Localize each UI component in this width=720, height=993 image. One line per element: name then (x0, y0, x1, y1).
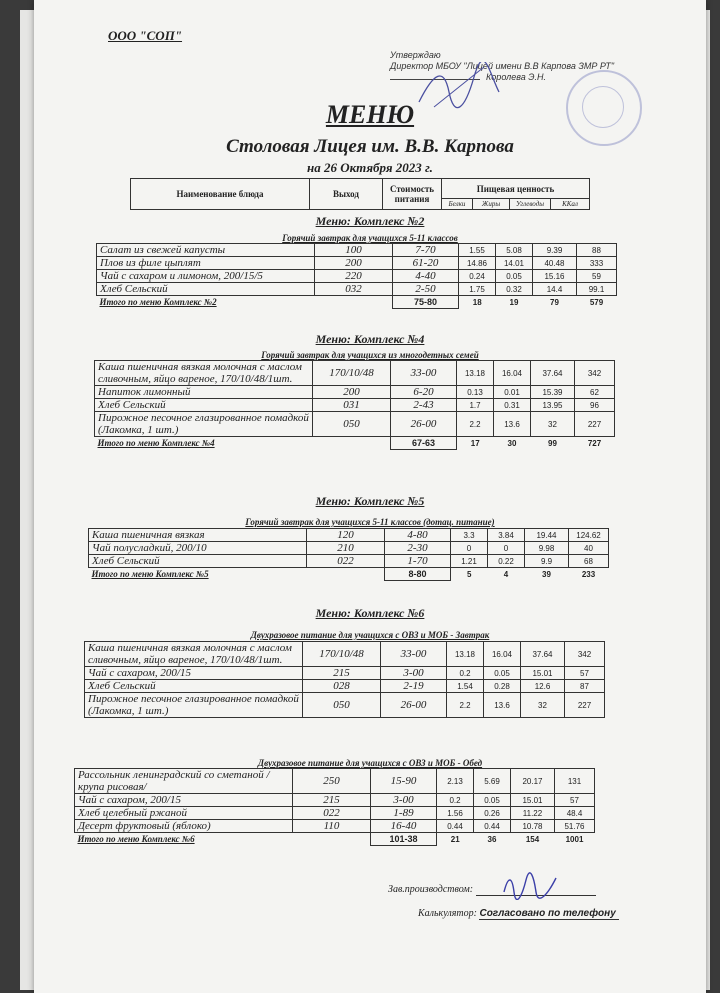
dish-carbs: 19.44 (525, 529, 569, 542)
dish-protein: 2.2 (447, 693, 484, 718)
dish-fat: 0 (488, 542, 525, 555)
dish-output: 022 (293, 807, 371, 820)
dish-price: 2-30 (385, 542, 451, 555)
dish-carbs: 14.4 (533, 283, 577, 296)
dish-fat: 16.04 (494, 361, 531, 386)
dish-price: 2-19 (381, 680, 447, 693)
dish-kcal: 99.1 (577, 283, 617, 296)
dish-price: 6-20 (391, 386, 457, 399)
dish-price: 1-89 (371, 807, 437, 820)
total-label: Итого по меню Комплекс №2 (99, 297, 217, 308)
dish-name: Хлеб целебный ржаной (75, 807, 293, 820)
dish-name: Хлеб Сельский (85, 680, 303, 693)
total-price: 8-80 (385, 568, 451, 581)
total-label: Итого по меню Комплекс №4 (97, 438, 215, 449)
total-row (95, 437, 615, 450)
dish-output: 100 (315, 244, 393, 257)
dish-name: Хлеб Сельский (95, 399, 313, 412)
dish-fat: 16.04 (484, 642, 521, 667)
complex-5-subtitle: Горячий завтрак для учащихся 5-11 классов (дотац. питание) (245, 517, 495, 527)
menu-row (75, 769, 595, 794)
menu-row (85, 693, 605, 718)
dish-kcal: 227 (565, 693, 605, 718)
dish-carbs: 12.6 (521, 680, 565, 693)
dish-output: 250 (293, 769, 371, 794)
dish-price: 2-50 (393, 283, 459, 296)
dish-protein: 1.7 (457, 399, 494, 412)
dish-kcal: 342 (565, 642, 605, 667)
dish-fat: 0.05 (496, 270, 533, 283)
total-fat: 19 (509, 297, 519, 307)
total-fat: 36 (487, 834, 497, 844)
complex-6-title: Меню: Комплекс №6 (315, 606, 425, 620)
menu-row (95, 361, 615, 386)
dish-price: 3-00 (371, 794, 437, 807)
dish-name: Хлеб Сельский (97, 283, 315, 296)
total-kcal: 579 (589, 297, 604, 307)
dish-fat: 13.6 (494, 412, 531, 437)
dish-protein: 13.18 (447, 642, 484, 667)
dish-carbs: 40.48 (533, 257, 577, 270)
total-row (89, 568, 609, 581)
dish-carbs: 9.39 (533, 244, 577, 257)
complex-2-title: Меню: Комплекс №2 (315, 214, 425, 228)
dish-output: 050 (303, 693, 381, 718)
dish-output: 215 (293, 794, 371, 807)
dish-kcal: 124.62 (569, 529, 609, 542)
dish-protein: 13.18 (457, 361, 494, 386)
total-protein: 17 (470, 438, 480, 448)
menu-document (34, 0, 706, 993)
director-name: Королева Э.Н. (486, 72, 546, 82)
header-price: Стоимость питания (383, 179, 442, 210)
complex-2-table (96, 243, 617, 309)
dish-carbs: 20.17 (511, 769, 555, 794)
total-kcal: 233 (581, 569, 596, 579)
total-price: 75-80 (393, 296, 459, 309)
dish-price: 4-80 (385, 529, 451, 542)
menu-row (97, 257, 617, 270)
dish-protein: 0.2 (447, 667, 484, 680)
menu-row (89, 529, 609, 542)
dish-output: 022 (307, 555, 385, 568)
dish-price: 15-90 (371, 769, 437, 794)
total-kcal: 727 (587, 438, 602, 448)
menu-date: на 26 Октября 2023 г. (307, 160, 433, 175)
total-label: Итого по меню Комплекс №6 (77, 834, 195, 845)
header-fat: Жиры (473, 199, 510, 210)
complex-4-table (94, 360, 615, 450)
total-protein: 5 (467, 569, 472, 579)
dish-output: 032 (315, 283, 393, 296)
total-kcal: 1001 (565, 834, 584, 844)
dish-fat: 0.26 (474, 807, 511, 820)
dish-price: 2-43 (391, 399, 457, 412)
dish-kcal: 96 (575, 399, 615, 412)
dish-kcal: 59 (577, 270, 617, 283)
menu-row (85, 642, 605, 667)
dish-name: Пирожное песочное глазированное помадкой (Лакомка, 1 шт.) (85, 693, 303, 718)
dish-price: 33-00 (381, 642, 447, 667)
dish-protein: 1.21 (451, 555, 488, 568)
dish-carbs: 32 (531, 412, 575, 437)
menu-row (85, 667, 605, 680)
production-manager-label: Зав.производством: (388, 884, 474, 895)
complex-6-lunch-subtitle: Двухразовое питание для учащихся с ОВЗ и МОБ - Обед (257, 758, 483, 768)
page-subtitle: Столовая Лицея им. В.В. Карпова (226, 136, 514, 157)
dish-name: Каша пшеничная вязкая молочная с маслом сливочным, яйцо вареное, 170/10/48/1шт. (95, 361, 313, 386)
complex-6-breakfast-table (84, 641, 605, 718)
menu-row (97, 270, 617, 283)
dish-name: Пирожное песочное глазированное помадкой (Лакомка, 1 шт.) (95, 412, 313, 437)
dish-output: 028 (303, 680, 381, 693)
header-nutrition: Пищевая ценность (442, 179, 590, 199)
dish-price: 1-70 (385, 555, 451, 568)
complex-6-breakfast-subtitle: Двухразовое питание для учащихся с ОВЗ и МОБ - Завтрак (250, 630, 490, 640)
dish-carbs: 32 (521, 693, 565, 718)
dish-fat: 0.31 (494, 399, 531, 412)
dish-price: 26-00 (381, 693, 447, 718)
production-manager-row (388, 884, 596, 896)
dish-name: Рассольник ленинградский со сметаной /крупа рисовая/ (75, 769, 293, 794)
dish-name: Салат из свежей капусты (97, 244, 315, 257)
header-protein: Белки (442, 199, 473, 210)
dish-kcal: 57 (565, 667, 605, 680)
menu-row (97, 283, 617, 296)
dish-output: 220 (315, 270, 393, 283)
menu-row (75, 807, 595, 820)
dish-output: 120 (307, 529, 385, 542)
total-carbs: 79 (550, 297, 559, 307)
dish-kcal: 68 (569, 555, 609, 568)
dish-carbs: 37.64 (531, 361, 575, 386)
approval-line-2: Директор МБОУ "Лицей имени В.В Карпова ЗМР РТ" (390, 61, 615, 71)
dish-carbs: 37.64 (521, 642, 565, 667)
dish-kcal: 40 (569, 542, 609, 555)
complex-6-lunch-table (74, 768, 595, 846)
total-label: Итого по меню Комплекс №5 (91, 569, 209, 580)
dish-carbs: 15.39 (531, 386, 575, 399)
dish-price: 16-40 (371, 820, 437, 833)
total-empty-cell (293, 833, 371, 846)
dish-name: Каша пшеничная вязкая молочная с маслом сливочным, яйцо вареное, 170/10/48/1шт. (85, 642, 303, 667)
dish-output: 031 (313, 399, 391, 412)
dish-carbs: 15.01 (511, 794, 555, 807)
dish-kcal: 48.4 (555, 807, 595, 820)
total-carbs: 99 (548, 438, 557, 448)
dish-output: 210 (307, 542, 385, 555)
menu-row (95, 386, 615, 399)
dish-name: Плов из филе цыплят (97, 257, 315, 270)
total-row (75, 833, 595, 846)
dish-protein: 0.13 (457, 386, 494, 399)
manager-signature-icon (500, 872, 560, 900)
dish-carbs: 15.16 (533, 270, 577, 283)
dish-kcal: 88 (577, 244, 617, 257)
total-carbs: 39 (542, 569, 551, 579)
dish-kcal: 227 (575, 412, 615, 437)
total-row (97, 296, 617, 309)
total-price: 101-38 (371, 833, 437, 846)
dish-output: 170/10/48 (313, 361, 391, 386)
dish-kcal: 62 (575, 386, 615, 399)
total-protein: 18 (472, 297, 482, 307)
dish-protein: 3.3 (451, 529, 488, 542)
dish-name: Чай с сахаром, 200/15 (85, 667, 303, 680)
dish-name: Хлеб Сельский (89, 555, 307, 568)
dish-output: 200 (313, 386, 391, 399)
complex-4-subtitle: Горячий завтрак для учащихся из многодетных семей (261, 350, 479, 360)
dish-fat: 14.01 (496, 257, 533, 270)
dish-kcal: 333 (577, 257, 617, 270)
dish-carbs: 9.9 (525, 555, 569, 568)
dish-kcal: 342 (575, 361, 615, 386)
dish-name: Чай полусладкий, 200/10 (89, 542, 307, 555)
dish-fat: 5.69 (474, 769, 511, 794)
dish-protein: 2.13 (437, 769, 474, 794)
menu-row (97, 244, 617, 257)
dish-protein: 0.44 (437, 820, 474, 833)
menu-row (75, 820, 595, 833)
menu-row (95, 399, 615, 412)
complex-2-subtitle: Горячий завтрак для учащихся 5-11 классов (282, 233, 458, 243)
dish-output: 110 (293, 820, 371, 833)
dish-fat: 0.22 (488, 555, 525, 568)
organization-name: ООО "СОП" (108, 28, 183, 43)
dish-protein: 14.86 (459, 257, 496, 270)
calculator-row (418, 908, 619, 920)
dish-price: 33-00 (391, 361, 457, 386)
dish-kcal: 87 (565, 680, 605, 693)
dish-fat: 0.05 (484, 667, 521, 680)
total-empty-cell (307, 568, 385, 581)
dish-fat: 0.05 (474, 794, 511, 807)
total-carbs: 154 (525, 834, 540, 844)
dish-price: 4-40 (393, 270, 459, 283)
menu-row (85, 680, 605, 693)
menu-row (89, 542, 609, 555)
menu-row (89, 555, 609, 568)
dish-output: 215 (303, 667, 381, 680)
approval-line-1: Утверждаю (390, 50, 441, 60)
dish-protein: 1.75 (459, 283, 496, 296)
dish-name: Напиток лимонный (95, 386, 313, 399)
dish-fat: 0.28 (484, 680, 521, 693)
complex-5-title: Меню: Комплекс №5 (315, 494, 425, 508)
total-protein: 21 (450, 834, 460, 844)
dish-fat: 13.6 (484, 693, 521, 718)
calculator-label: Калькулятор: (418, 908, 477, 919)
dish-price: 61-20 (393, 257, 459, 270)
dish-carbs: 10.78 (511, 820, 555, 833)
dish-output: 050 (313, 412, 391, 437)
dish-name: Каша пшеничная вязкая (89, 529, 307, 542)
dish-fat: 0.01 (494, 386, 531, 399)
dish-name: Чай с сахаром и лимоном, 200/15/5 (97, 270, 315, 283)
total-fat: 30 (507, 438, 517, 448)
header-carbs: Углеводы (510, 199, 551, 210)
dish-carbs: 13.95 (531, 399, 575, 412)
dish-fat: 0.32 (496, 283, 533, 296)
total-price: 67-63 (391, 437, 457, 450)
total-empty-cell (315, 296, 393, 309)
dish-fat: 0.44 (474, 820, 511, 833)
page-title: МЕНЮ (325, 100, 415, 129)
complex-4-title: Меню: Комплекс №4 (315, 332, 425, 346)
dish-protein: 1.54 (447, 680, 484, 693)
dish-protein: 0.2 (437, 794, 474, 807)
header-name: Наименование блюда (131, 179, 310, 210)
calculator-value: Согласовано по телефону (479, 908, 619, 920)
menu-row (95, 412, 615, 437)
dish-price: 7-70 (393, 244, 459, 257)
dish-fat: 3.84 (488, 529, 525, 542)
dish-kcal: 131 (555, 769, 595, 794)
dish-protein: 2.2 (457, 412, 494, 437)
dish-carbs: 9.98 (525, 542, 569, 555)
dish-output: 200 (315, 257, 393, 270)
total-fat: 4 (503, 569, 509, 579)
dish-output: 170/10/48 (303, 642, 381, 667)
header-output: Выход (310, 179, 383, 210)
dish-price: 3-00 (381, 667, 447, 680)
dish-protein: 1.55 (459, 244, 496, 257)
header-kcal: ККал (551, 199, 590, 210)
dish-protein: 1.56 (437, 807, 474, 820)
dish-price: 26-00 (391, 412, 457, 437)
dish-kcal: 57 (555, 794, 595, 807)
complex-5-table (88, 528, 609, 581)
dish-protein: 0.24 (459, 270, 496, 283)
dish-name: Десерт фруктовый (яблоко) (75, 820, 293, 833)
dish-carbs: 11.22 (511, 807, 555, 820)
dish-protein: 0 (451, 542, 488, 555)
table-header (130, 178, 590, 210)
dish-kcal: 51.76 (555, 820, 595, 833)
menu-row (75, 794, 595, 807)
dish-carbs: 15.01 (521, 667, 565, 680)
total-empty-cell (313, 437, 391, 450)
dish-name: Чай с сахаром, 200/15 (75, 794, 293, 807)
dish-fat: 5.08 (496, 244, 533, 257)
